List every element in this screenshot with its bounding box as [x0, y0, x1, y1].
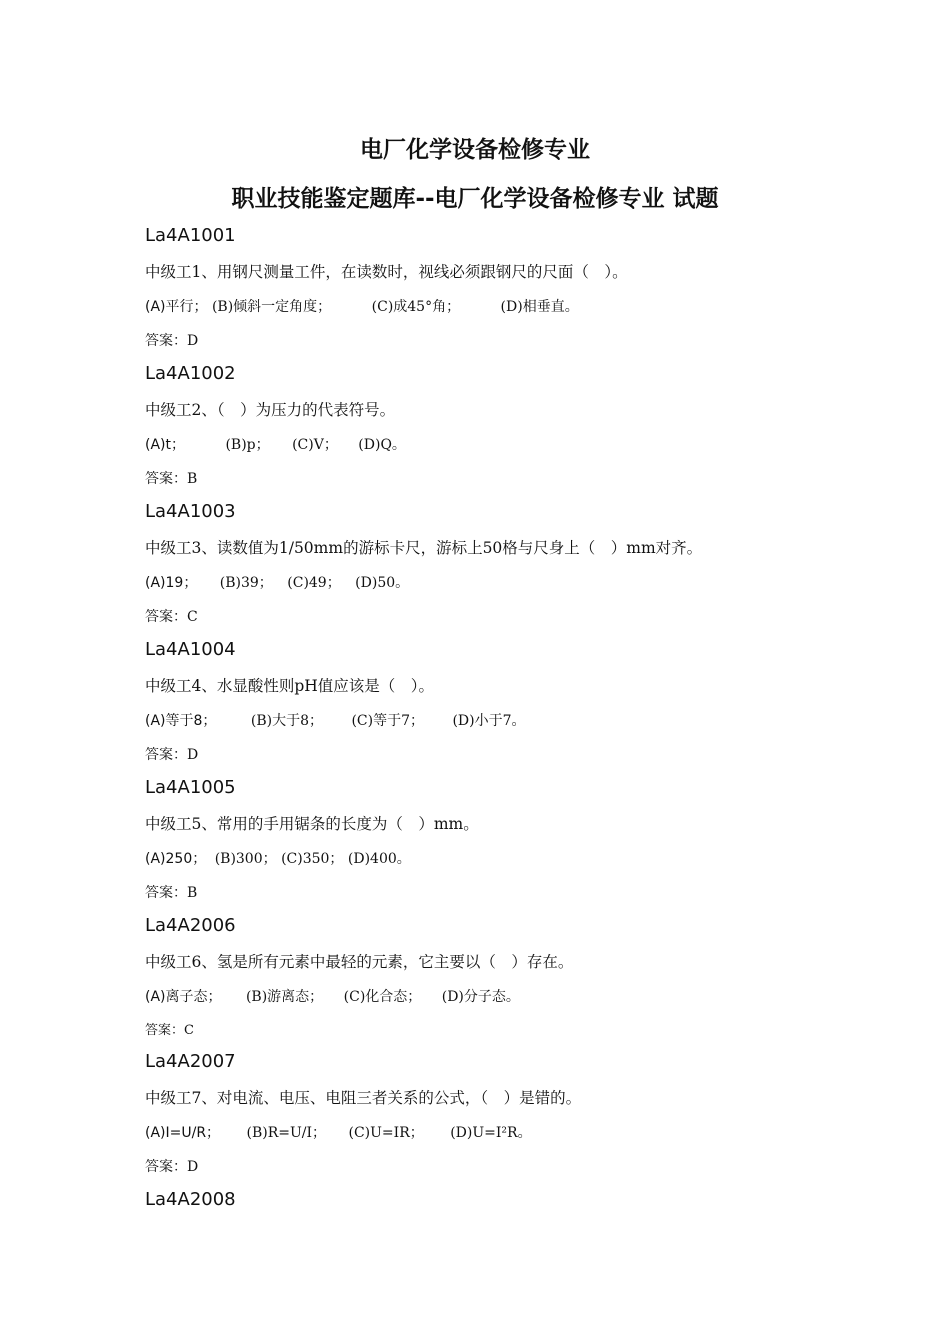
- option-d: (D)U=I²R。: [450, 1125, 532, 1141]
- question-answer: 答案：D: [145, 333, 199, 349]
- question-code: La4A1004: [145, 639, 236, 660]
- question-stem: 中级工4、水显酸性则pH值应该是（ ）。: [145, 677, 435, 695]
- question-options: [145, 571, 409, 595]
- question-options: [145, 1121, 532, 1145]
- question-code: La4A1002: [145, 363, 236, 384]
- option-d: (D)相垂直。: [500, 299, 579, 315]
- question-stem: 中级工2、（ ）为压力的代表符号。: [145, 401, 396, 419]
- question-code: La4A1003: [145, 501, 236, 522]
- option-d: (D)分子态。: [441, 989, 520, 1005]
- option-c: (C)化合态；: [343, 989, 422, 1005]
- question-item: [145, 1185, 845, 1225]
- option-a: (A)离子态；: [145, 989, 222, 1005]
- option-b: (B)39；: [219, 575, 273, 591]
- question-code: La4A1005: [145, 777, 236, 798]
- question-stem: 中级工3、读数值为1/50mm的游标卡尺，游标上50格与尺身上（ ）mm对齐。: [145, 539, 703, 557]
- option-c: (C)成45°角；: [371, 299, 461, 315]
- option-b: (B)p；: [225, 437, 270, 453]
- option-c: (C)V；: [292, 437, 338, 453]
- question-answer: 答案：C: [145, 609, 198, 625]
- question-options: [145, 985, 520, 1009]
- question-options: [145, 295, 579, 319]
- option-a: (A)t；: [145, 437, 185, 453]
- option-b: (B)游离态；: [245, 989, 324, 1005]
- document-title: 电厂化学设备检修专业: [360, 137, 590, 163]
- document-subtitle: 职业技能鉴定题库--电厂化学设备检修专业 试题: [231, 186, 719, 212]
- question-answer: 答案：D: [145, 747, 199, 763]
- question-answer: 答案：B: [145, 885, 198, 901]
- question-code: La4A2007: [145, 1051, 236, 1072]
- question-answer: 答案：D: [145, 1159, 199, 1175]
- option-a: (A)平行；: [145, 299, 208, 315]
- question-options: [145, 433, 406, 457]
- option-c: (C)U=IR；: [348, 1125, 424, 1141]
- question-options: [145, 709, 526, 733]
- option-a: (A)19；: [145, 575, 198, 591]
- option-c: (C)350；: [281, 851, 344, 867]
- option-c: (C)49；: [287, 575, 341, 591]
- option-b: (B)大于8；: [250, 713, 323, 729]
- option-b: (B)300；: [214, 851, 277, 867]
- option-a: (A)I=U/R；: [145, 1125, 221, 1141]
- option-a: (A)等于8；: [145, 713, 217, 729]
- option-d: (D)小于7。: [452, 713, 526, 729]
- question-stem: 中级工7、对电流、电压、电阻三者关系的公式，（ ）是错的。: [145, 1089, 582, 1107]
- question-stem: 中级工5、常用的手用锯条的长度为（ ）mm。: [145, 815, 479, 833]
- question-stem: 中级工1、用钢尺测量工件，在读数时，视线必须跟钢尺的尺面（ ）。: [145, 263, 628, 281]
- question-code: La4A2008: [145, 1189, 236, 1210]
- question-list: [145, 221, 845, 1225]
- question-code: La4A1001: [145, 225, 236, 246]
- question-answer: 答案：B: [145, 471, 198, 487]
- question-options: [145, 847, 411, 871]
- option-d: (D)400。: [347, 851, 411, 867]
- option-d: (D)50。: [355, 575, 410, 591]
- option-b: (B)R=U/I；: [246, 1125, 327, 1141]
- question-answer: 答案：C: [145, 1023, 194, 1038]
- question-stem: 中级工6、氢是所有元素中最轻的元素，它主要以（ ）存在。: [145, 953, 574, 971]
- option-b: (B)倾斜一定角度；: [211, 299, 332, 315]
- option-d: (D)Q。: [358, 437, 406, 453]
- question-code: La4A2006: [145, 915, 236, 936]
- option-a: (A)250；: [145, 851, 207, 867]
- option-c: (C)等于7；: [351, 713, 424, 729]
